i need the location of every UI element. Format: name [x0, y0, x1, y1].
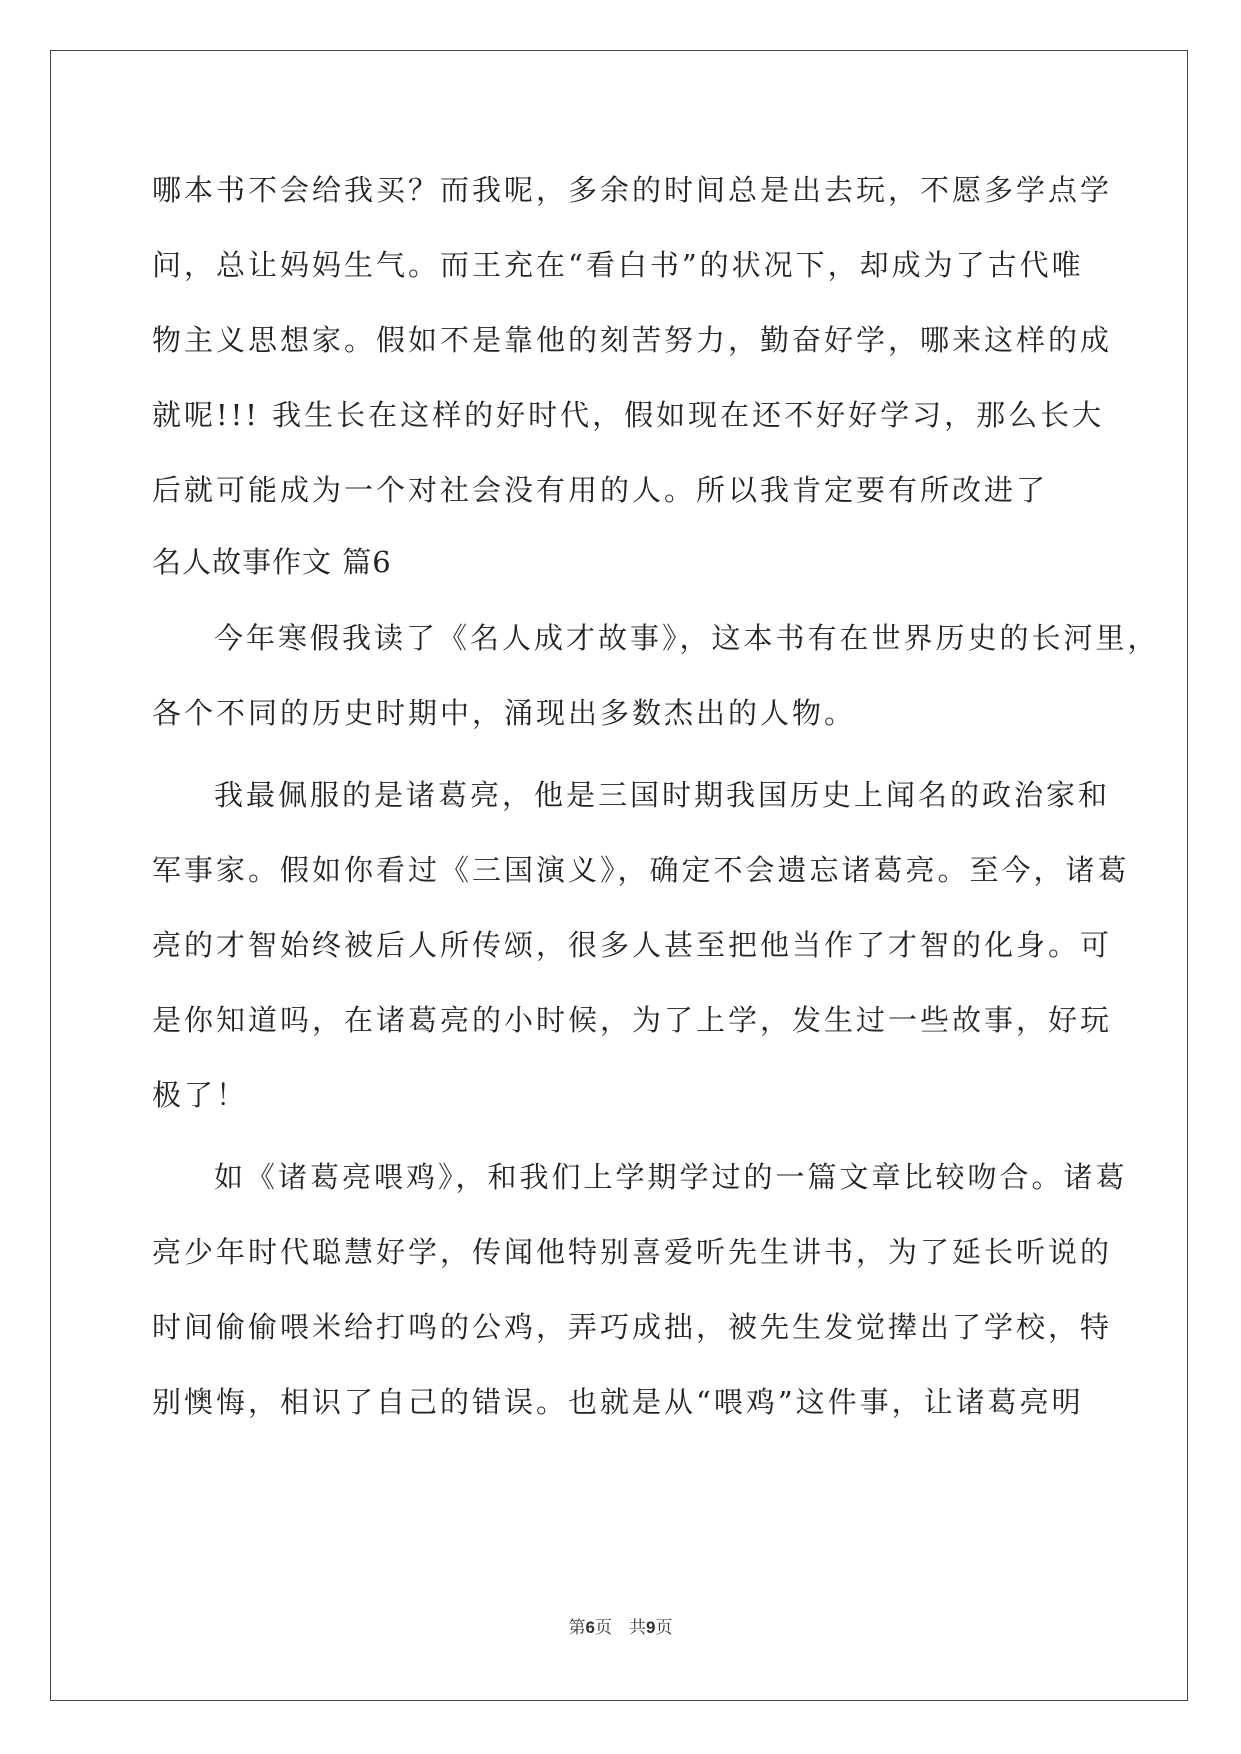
page-prefix: 第 — [568, 1618, 586, 1638]
page-total: 9 — [646, 1618, 656, 1637]
page-suffix: 页 — [655, 1618, 673, 1638]
text-line: 各个不同的历史时期中，涌现出多数杰出的人物。 — [152, 696, 857, 730]
text-line: 亮的才智始终被后人所传颂，很多人甚至把他当作了才智的化身。可 — [152, 928, 1113, 962]
text-line: 今年寒假我读了《名人成才故事》，这本书有在世界历史的长河里， — [214, 621, 1160, 655]
text-line: 哪本书不会给我买？而我呢，多余的时间总是出去玩，不愿多学点学 — [152, 173, 1113, 207]
text-line: 军事家。假如你看过《三国演义》，确定不会遗忘诸葛亮。至今，诸葛 — [152, 853, 1130, 887]
page-footer — [0, 1617, 1241, 1639]
section-heading: 名人故事作文 篇6 — [152, 545, 392, 579]
text-line: 就呢!!! 我生长在这样的好时代，假如现在还不好好学习，那么长大 — [152, 398, 1105, 432]
page-number: 6 — [585, 1618, 595, 1637]
text-line: 如《诸葛亮喂鸡》，和我们上学期学过的一篇文章比较吻合。诸葛 — [214, 1160, 1128, 1194]
text-line: 物主义思想家。假如不是靠他的刻苦努力，勤奋好学，哪来这样的成 — [152, 323, 1113, 357]
text-line: 问，总让妈妈生气。而王充在“看白书”的状况下，却成为了古代唯 — [152, 248, 1084, 282]
text-line: 时间偷偷喂米给打鸣的公鸡，弄巧成拙，被先生发觉撵出了学校，特 — [152, 1310, 1113, 1344]
page-mid: 页 共 — [595, 1618, 646, 1638]
text-line: 别懊悔，相识了自己的错误。也就是从“喂鸡”这件事，让诸葛亮明 — [152, 1385, 1084, 1419]
text-line: 是你知道吗，在诸葛亮的小时候，为了上学，发生过一些故事，好玩 — [152, 1003, 1113, 1037]
text-line: 亮少年时代聪慧好学，传闻他特别喜爱听先生讲书，为了延长听说的 — [152, 1235, 1113, 1269]
text-line: 我最佩服的是诸葛亮，他是三国时期我国历史上闻名的政治家和 — [214, 778, 1111, 812]
text-line: 极了！ — [152, 1078, 249, 1112]
text-line: 后就可能成为一个对社会没有用的人。所以我肯定要有所改进了 — [152, 473, 1049, 507]
